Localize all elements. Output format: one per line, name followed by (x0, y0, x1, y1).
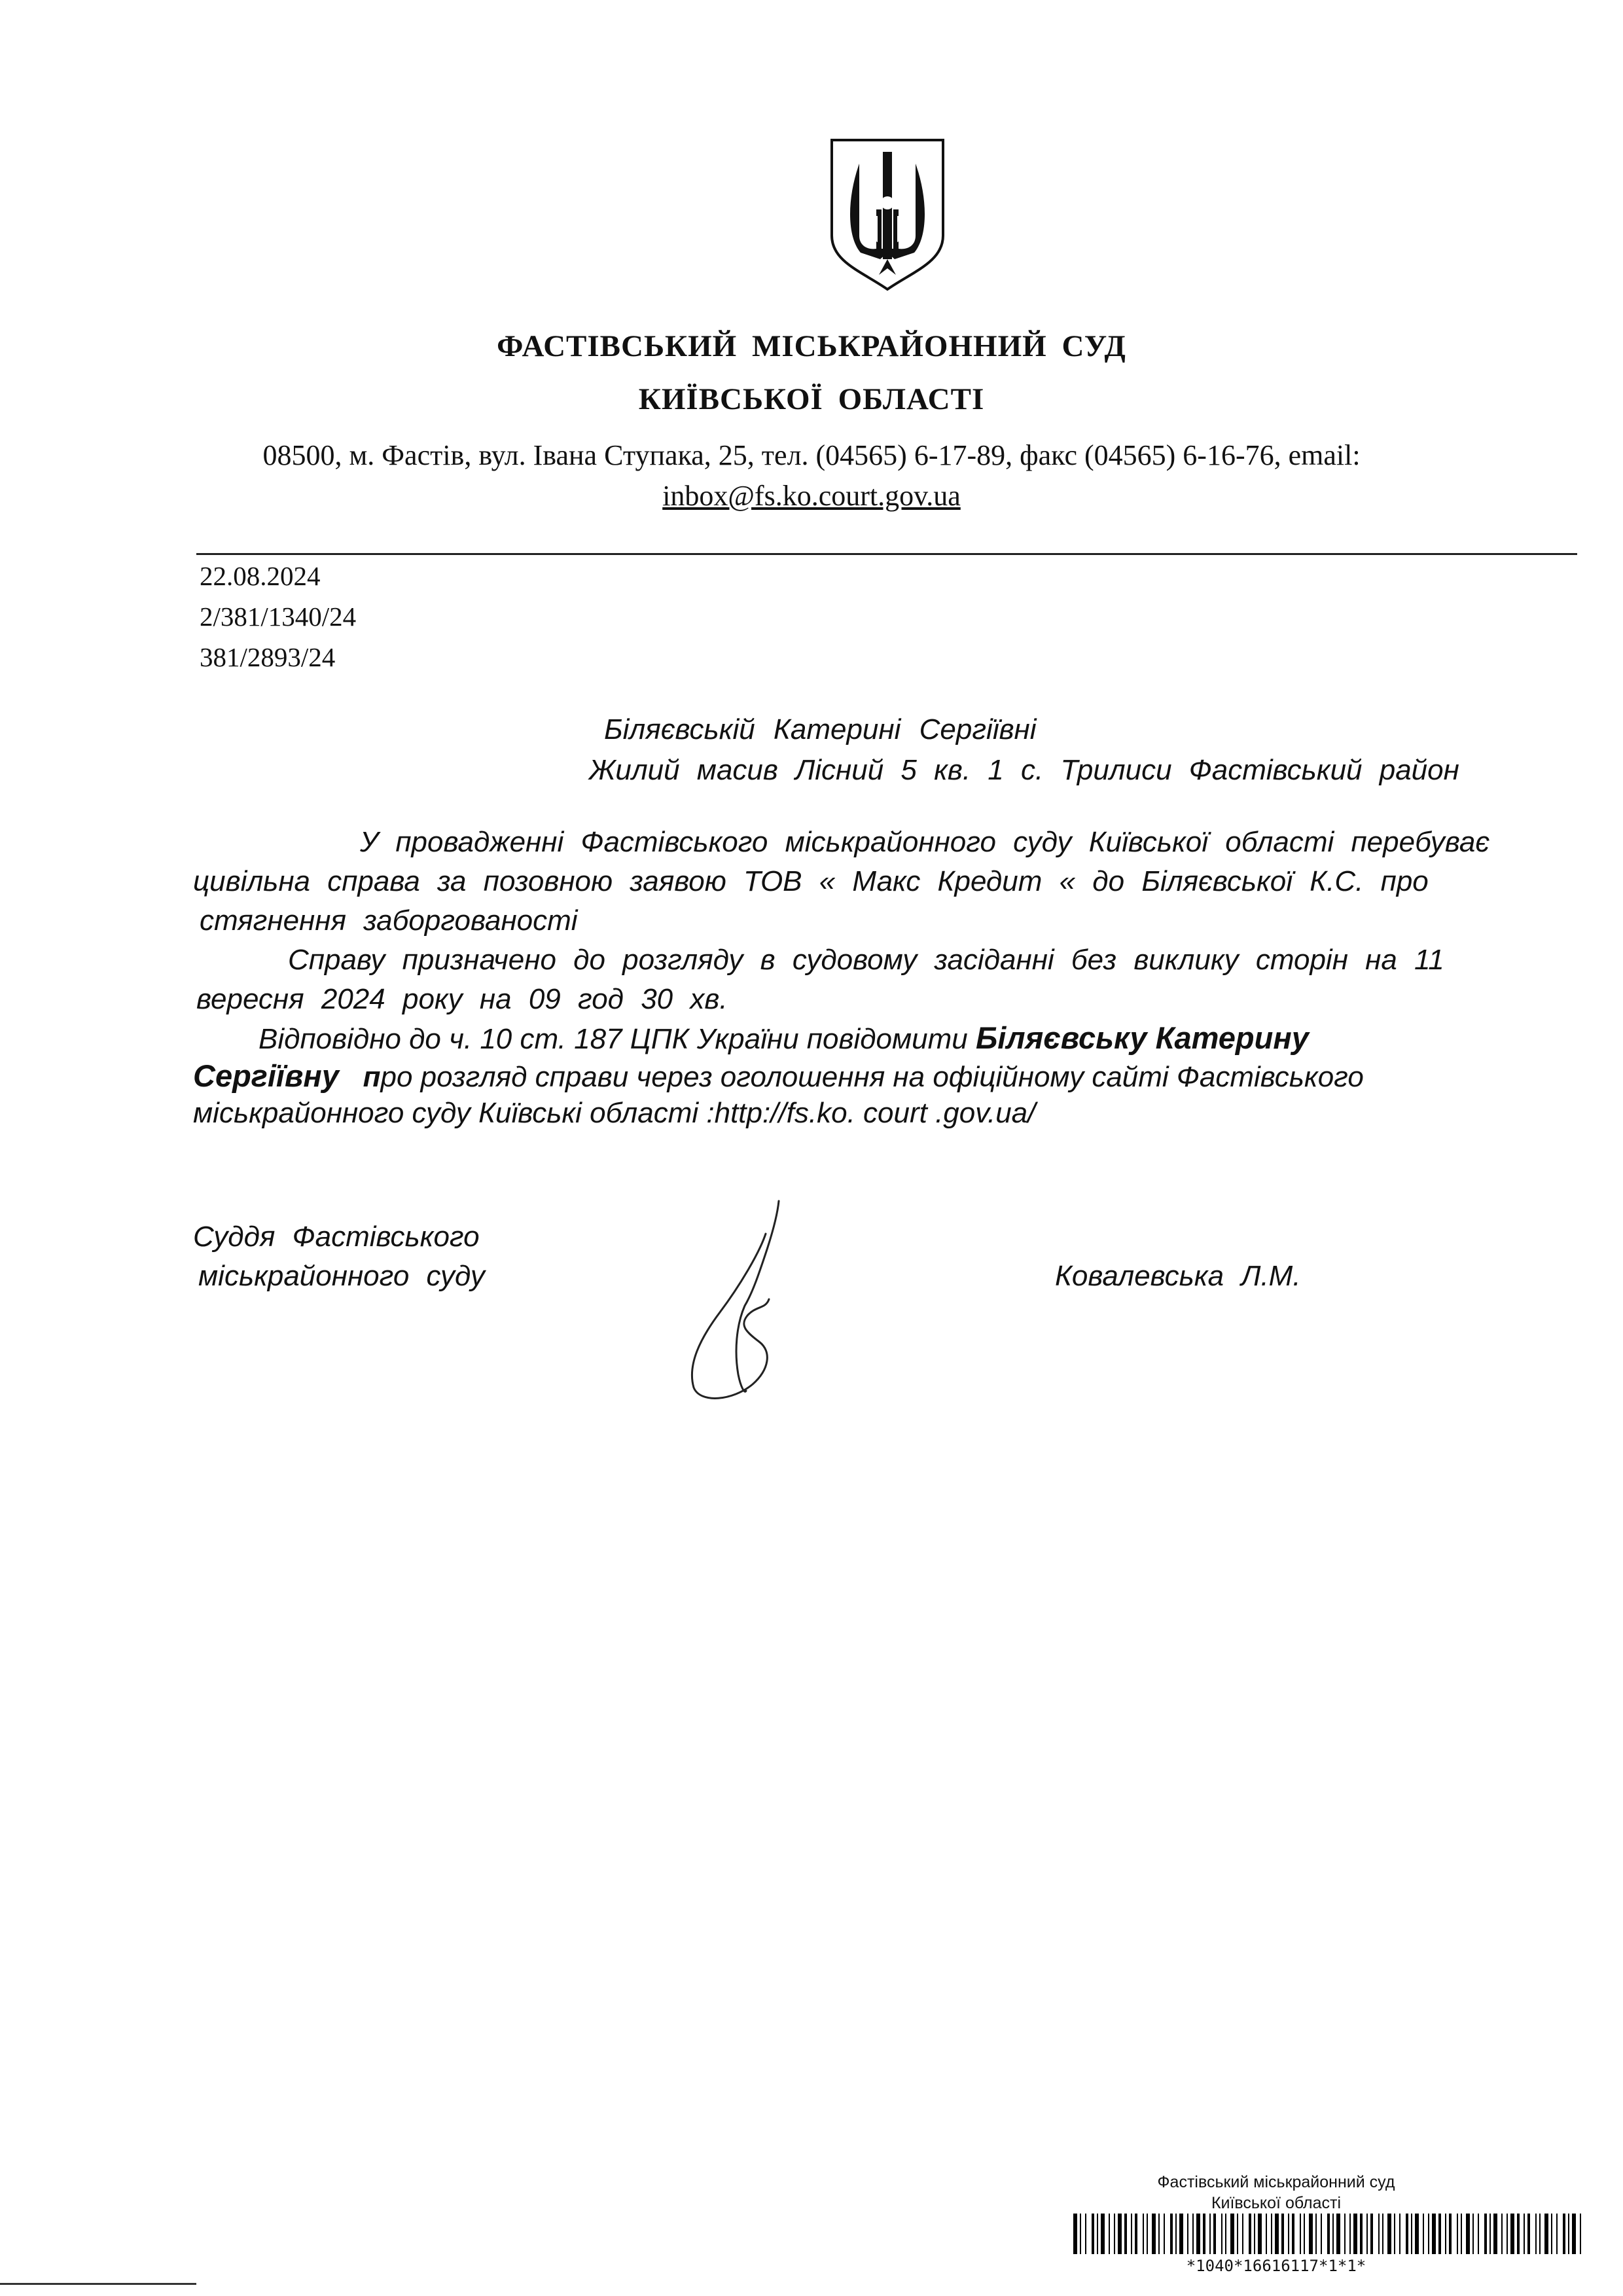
court-email-link[interactable]: inbox@fs.ko.court.gov.ua (662, 480, 961, 512)
stamp-court-region: Київської області (1211, 2194, 1342, 2212)
notice-text: Відповідно до ч. 10 ст. 187 ЦПК України повідомити (259, 1023, 968, 1055)
body-line (259, 1020, 1309, 1056)
stamp-court-name: Фастівський міськрайонний суд (1157, 2173, 1395, 2191)
judge-position-line2: міськрайонного суду (198, 1260, 485, 1292)
body-line: вересня 2024 року на 09 год 30 хв. (196, 983, 728, 1015)
judge-position-line1: Суддя Фастівського (193, 1221, 480, 1253)
registration-date: 22.08.2024 (200, 561, 321, 591)
court-region: КИЇВСЬКОЇ ОБЛАСТІ (638, 382, 985, 416)
body-bold-letter: п (363, 1061, 381, 1093)
body-line (193, 1058, 1364, 1094)
notice-text: ро розгляд справи через оголошення на офіційному сайті Фастівського (380, 1061, 1364, 1093)
notified-person-name: Біляєвську Катерину (976, 1020, 1309, 1055)
registration-number-outgoing: 381/2893/24 (200, 642, 336, 672)
body-line: міськрайонного суду Київські області :http://fs.ko. court .gov.ua/ (193, 1097, 1036, 1129)
barcode-number: *1040*16616117*1*1* (1186, 2257, 1366, 2275)
body-line: У провадженні Фастівського міськрайонного суду Київської області перебуває (360, 826, 1490, 858)
body-line: Справу призначено до розгляду в судовому засіданні без виклику сторін на 11 (288, 944, 1444, 976)
addressee-name: Біляєвській Катерині Сергіївні (604, 713, 1037, 745)
registration-number-case: 2/381/1340/24 (200, 601, 357, 632)
coat-of-arms-icon (828, 137, 947, 292)
judge-name: Ковалевська Л.М. (1055, 1260, 1301, 1292)
body-line: стягнення заборгованості (200, 905, 578, 937)
header-divider (196, 553, 1577, 555)
barcode-icon (1073, 2214, 1584, 2254)
body-line: цивільна справа за позовною заявою ТОВ « Макс Кредит « до Біляєвської К.С. про (193, 865, 1429, 897)
court-address: 08500, м. Фастів, вул. Івана Ступака, 25, тел. (04565) 6-17-89, факс (04565) 6-16-76, email: (262, 439, 1361, 471)
court-name: ФАСТІВСЬКИЙ МІСЬКРАЙОННИЙ СУД (497, 329, 1126, 363)
addressee-address: Жилий масив Лісний 5 кв. 1 с. Трилиси Фастівський район (589, 754, 1459, 786)
handwritten-signature-icon (661, 1194, 818, 1410)
notified-person-patronymic: Сергіївну (193, 1058, 339, 1093)
page-edge-mark (0, 2283, 196, 2285)
